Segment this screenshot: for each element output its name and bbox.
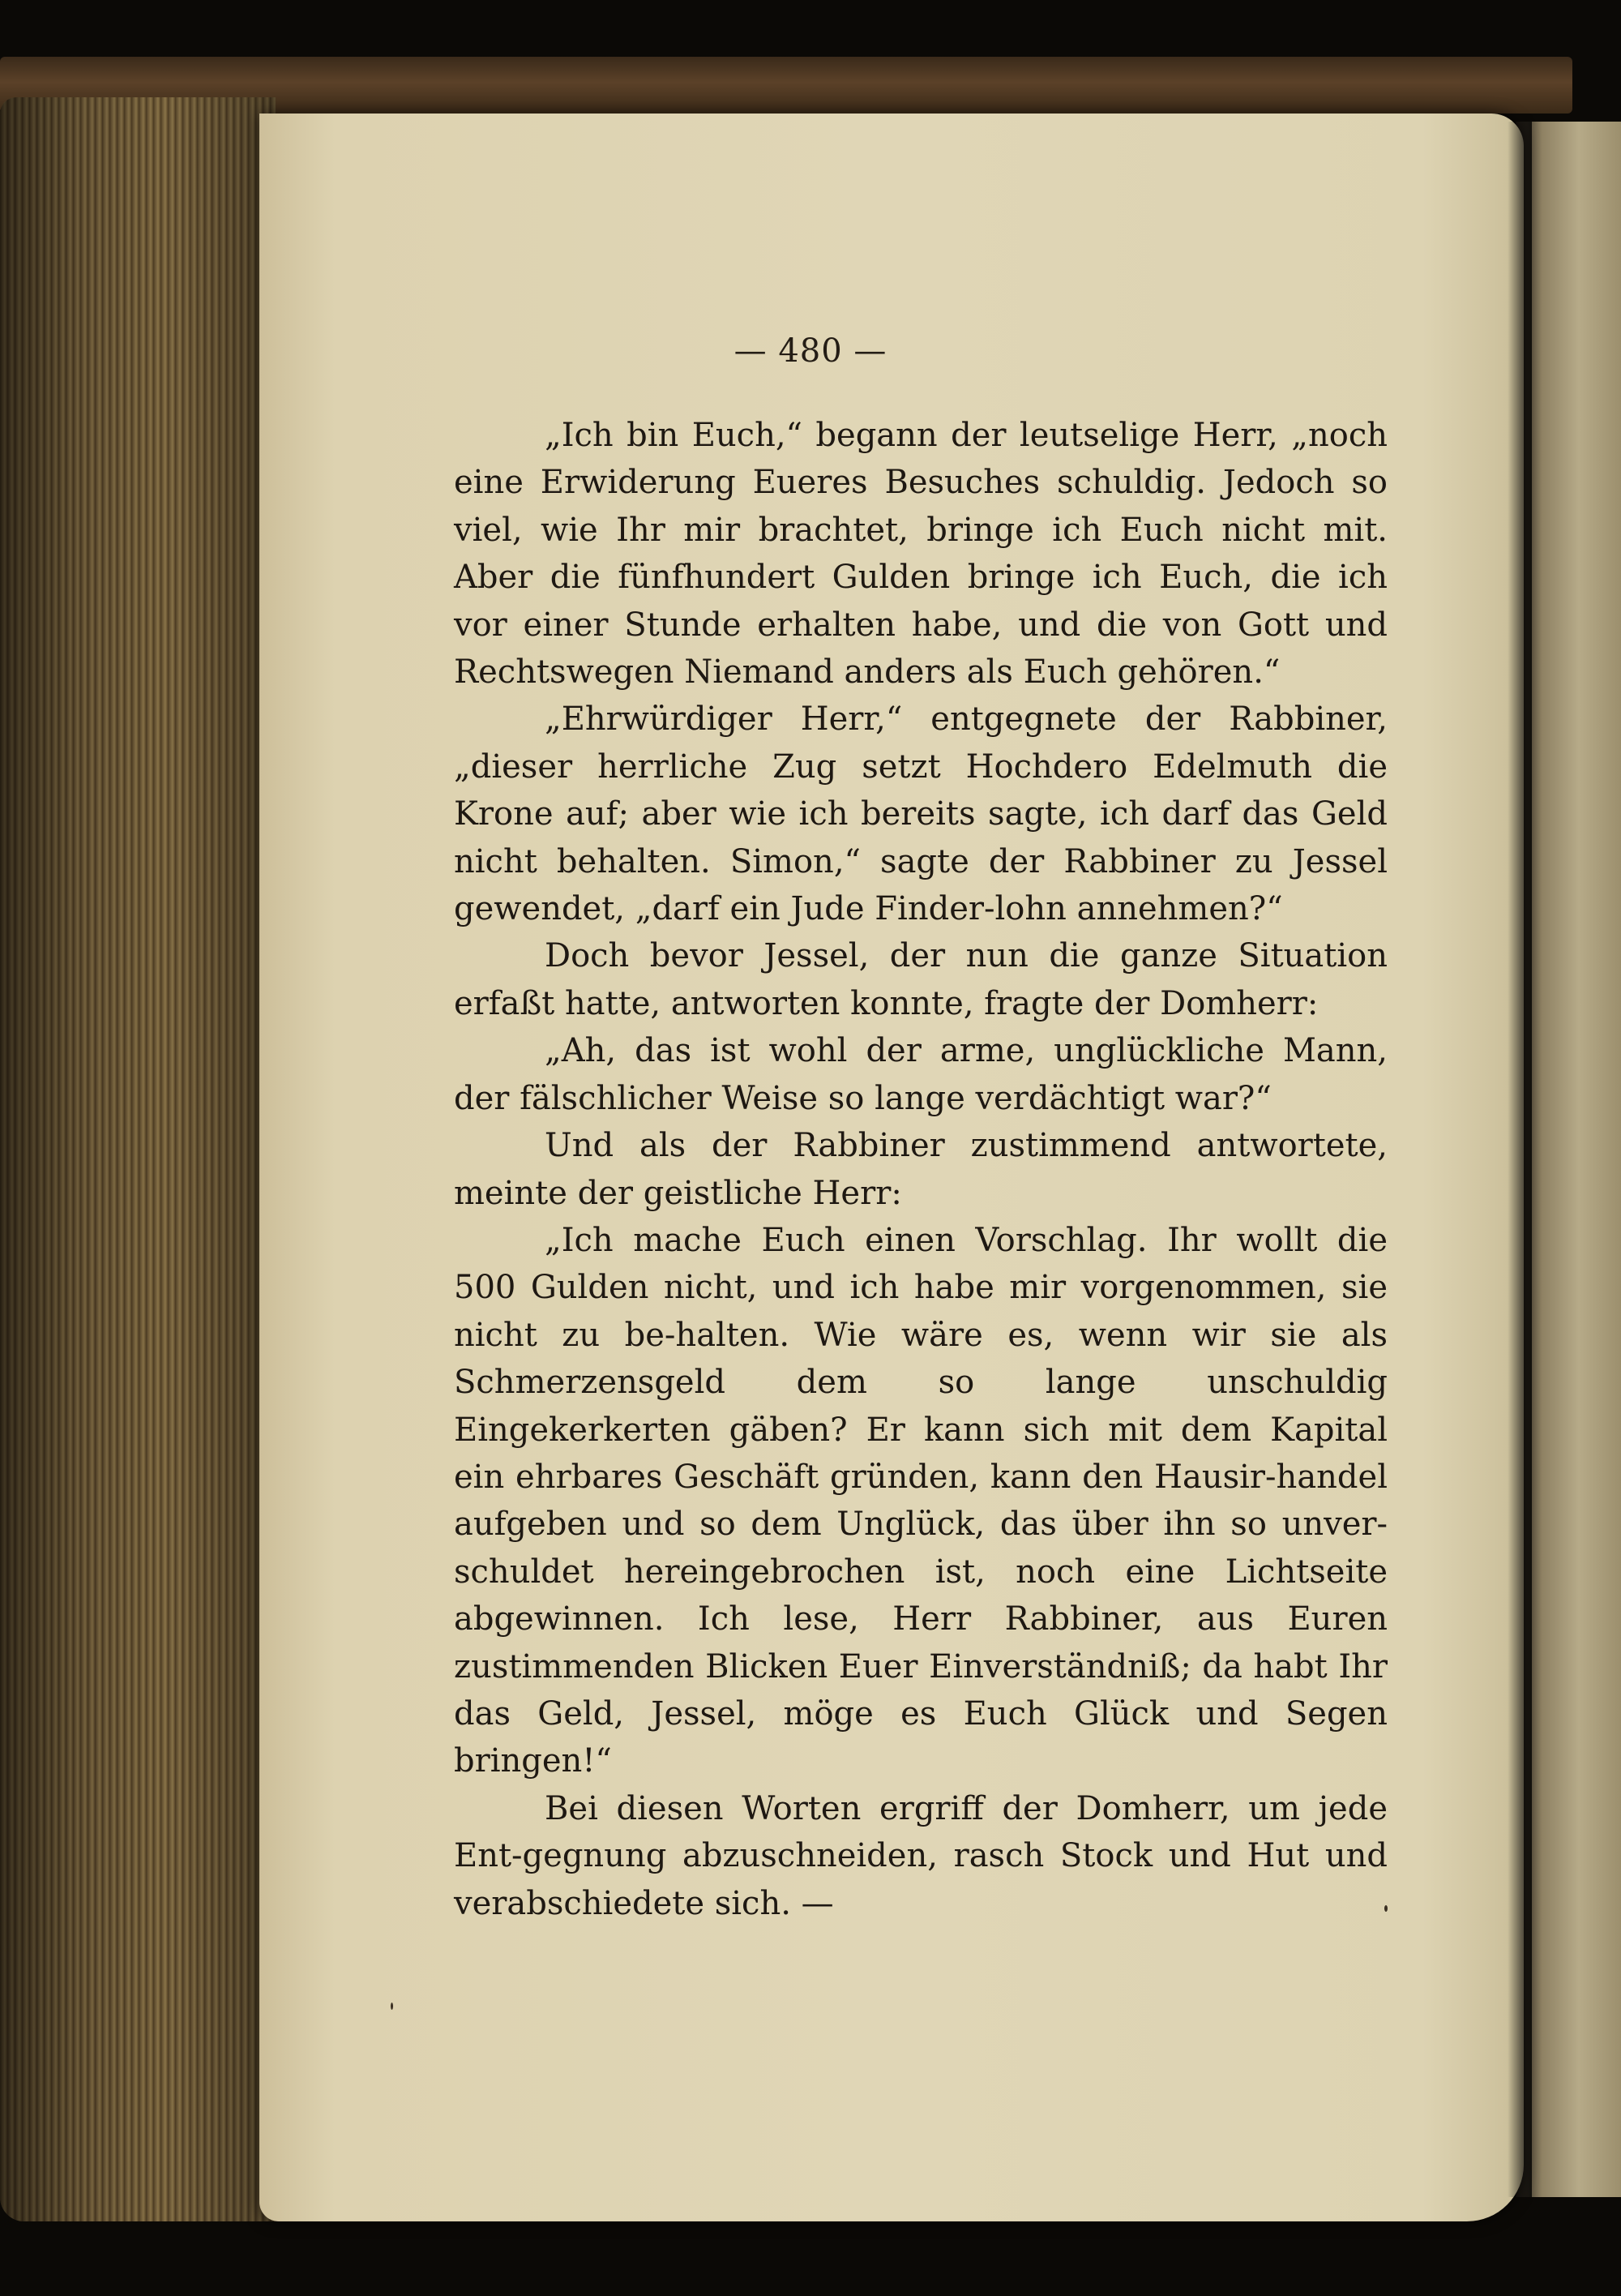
paper-speck xyxy=(391,2003,393,2010)
page-number: — 480 — xyxy=(734,332,887,370)
paragraph-7: Bei diesen Worten ergriff der Domherr, um jede Ent-gegnung abzuschneiden, rasch Stock und Hut und verabschiedete sich. — xyxy=(454,1789,1388,1922)
paper-speck xyxy=(1384,1905,1388,1912)
page-gutter-shadow xyxy=(1508,122,1532,2197)
paragraph-5: Und als der Rabbiner zustimmend antwortete, meinte der geistliche Herr: xyxy=(454,1127,1388,1212)
paragraph-4: „Ah, das ist wohl der arme, unglückliche Mann, der fälschlicher Weise so lange verdächtigt war?“ xyxy=(454,1032,1388,1117)
paragraph-1: „Ich bin Euch,“ begann der leutselige Herr, „noch eine Erwiderung Eueres Besuches schuldig. Jedoch so viel, wie Ihr mir brachtet, bringe ich Euch nicht mit. Aber die fünfhundert Gulden bringe ich Euch, die ich vor einer Stunde erhalten habe, und die von Gott und Rechtswegen Niemand anders als Euch gehören.“ xyxy=(454,417,1388,692)
page-text xyxy=(454,412,1388,1927)
paragraph-2: „Ehrwürdiger Herr,“ entgegnete der Rabbiner, „dieser herrliche Zug setzt Hochdero Edelmuth die Krone auf; aber wie ich bereits sagte, ich darf das Geld nicht behalten. Simon,“ sagte der Rabbiner zu Jessel gewendet, „darf ein Jude Finder-lohn annehmen?“ xyxy=(454,700,1388,928)
paragraph-6: „Ich mache Euch einen Vorschlag. Ihr wollt die 500 Gulden nicht, und ich habe mir vorgenommen, sie nicht zu be-halten. Wie wäre es, wenn wir sie als Schmerzensgeld dem so lange unschuldig Eingekerkerten gäben? Er kann sich mit dem Kapital ein ehrbares Geschäft gründen, kann den Hausir-handel aufgeben und so dem Unglück, das über ihn so unver-schuldet hereingebrochen ist, noch eine Lichtseite abgewinnen. Ich lese, Herr Rabbiner, aus Euren zustimmenden Blicken Euer Einverständniß; da habt Ihr das Geld, Jessel, möge es Euch Glück und Segen bringen!“ xyxy=(454,1221,1388,1780)
paragraph-3: Doch bevor Jessel, der nun die ganze Situation erfaßt hatte, antworten konnte, fragte der Domherr: xyxy=(454,937,1388,1022)
page-stack-shadow xyxy=(0,97,276,2221)
